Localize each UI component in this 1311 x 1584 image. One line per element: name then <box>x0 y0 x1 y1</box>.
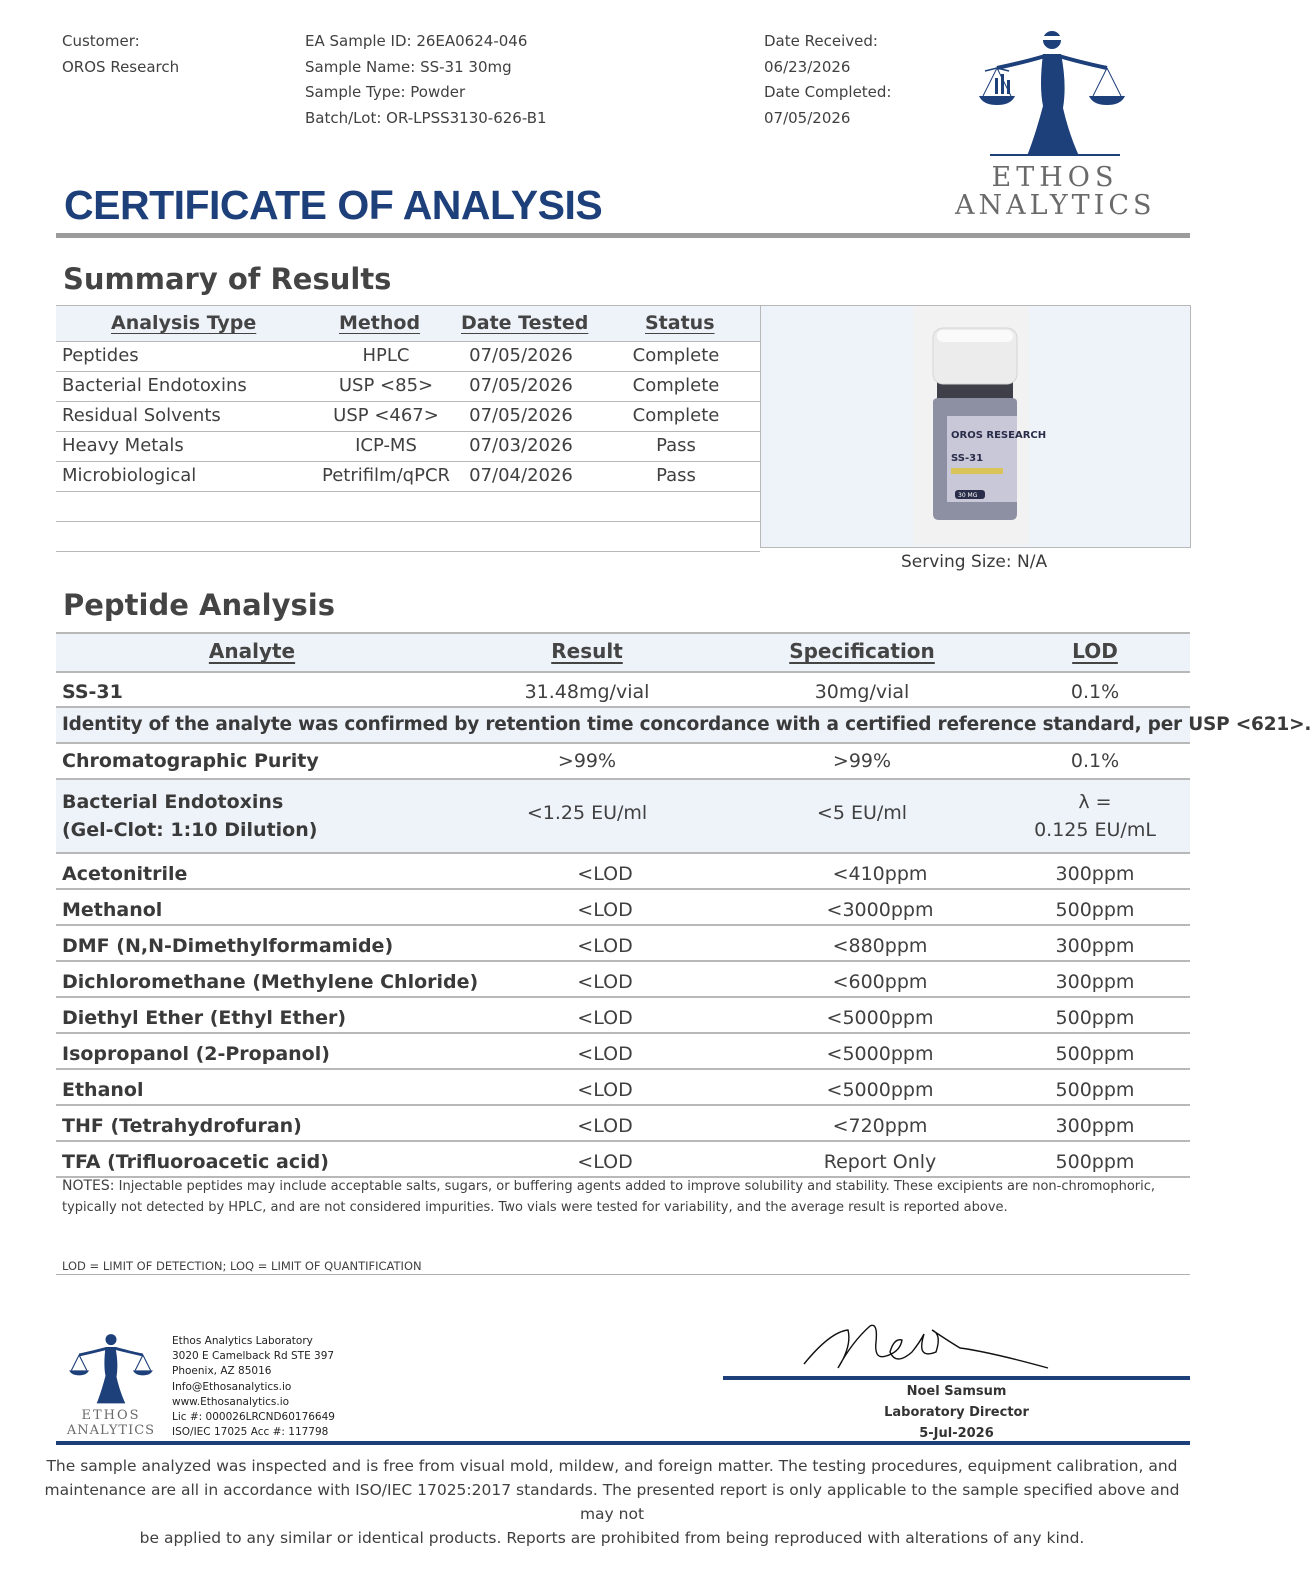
solvent-result: <LOD <box>577 1151 633 1173</box>
vial-brand-text: OROS RESEARCH <box>951 430 1047 441</box>
table-row <box>56 371 760 401</box>
product-image-panel <box>760 305 1191 548</box>
customer-name: OROS Research <box>62 57 180 76</box>
lab-address <box>172 1334 335 1440</box>
vial-dose-text: 30 MG <box>958 492 978 499</box>
method-cell: USP <85> <box>338 375 434 396</box>
notes-label: NOTES: <box>62 1178 115 1194</box>
signatory-role: Laboratory Director <box>884 1405 1029 1420</box>
lab-license: Lic #: 000026LRCND60176649 <box>172 1411 335 1424</box>
col-result: Result <box>551 639 623 663</box>
solvent-spec: <880ppm <box>832 935 928 957</box>
sample-id: EA Sample ID: 26EA0624-046 <box>305 32 528 50</box>
serving-size: Serving Size: N/A <box>901 552 1048 572</box>
sample-name: Sample Name: SS-31 30mg <box>305 57 512 76</box>
analyte-spec: 30mg/vial <box>814 681 910 703</box>
solvent-lod: 500ppm <box>1055 1007 1135 1029</box>
method-cell: ICP-MS <box>355 435 417 456</box>
endotoxin-name <box>62 788 317 844</box>
legend-divider <box>56 1274 1190 1275</box>
vial-photo <box>913 306 1047 545</box>
solvent-lod: 500ppm <box>1055 1043 1135 1065</box>
status-cell: Complete <box>632 405 720 426</box>
endotoxin-spec: <5 EU/ml <box>816 802 908 824</box>
solvent-name: DMF (N,N-Dimethylformamide) <box>62 935 394 957</box>
method-cell: USP <467> <box>333 405 439 426</box>
solvent-result: <LOD <box>577 935 633 957</box>
identity-note-row <box>56 706 1311 742</box>
summary-table <box>56 305 760 552</box>
endotoxin-lod-line2: 0.125 EU/mL <box>1034 819 1156 841</box>
lab-iso: ISO/IEC 17025 Acc #: 117798 <box>172 1426 329 1439</box>
col-analysis-type: Analysis Type <box>111 312 257 334</box>
solvent-name: Ethanol <box>62 1079 144 1101</box>
table-row-purity <box>56 742 1190 778</box>
col-specification: Specification <box>789 639 935 663</box>
footer-line-2: maintenance are all in accordance with ISO/IEC 17025:2017 standards. The presented report is only applicable to the sample specified above and may not <box>44 1481 1180 1523</box>
table-row <box>56 461 760 491</box>
status-cell: Pass <box>656 435 696 456</box>
solvent-result: <LOD <box>577 971 633 993</box>
date-tested-cell: 07/04/2026 <box>469 465 573 486</box>
table-row <box>56 1140 1190 1176</box>
lod-legend: LOD = LIMIT OF DETECTION; LOQ = LIMIT OF QUANTIFICATION <box>62 1259 422 1273</box>
solvent-result: <LOD <box>577 1007 633 1029</box>
date-tested-cell: 07/03/2026 <box>469 435 573 456</box>
signatory-name: Noel Samsum <box>906 1384 1007 1399</box>
table-row <box>56 401 760 431</box>
solvent-lod: 300ppm <box>1055 1115 1135 1137</box>
purity-name: Chromatographic Purity <box>62 750 319 772</box>
solvent-name: THF (Tetrahydrofuran) <box>62 1115 302 1137</box>
col-status: Status <box>645 312 715 334</box>
summary-empty-row <box>56 521 760 551</box>
analyte-lod: 0.1% <box>1070 681 1120 703</box>
lab-email[interactable]: Info@Ethosanalytics.io <box>172 1380 292 1393</box>
sample-block <box>305 29 547 131</box>
col-analyte: Analyte <box>208 639 296 663</box>
solvent-result: <LOD <box>577 863 633 885</box>
purity-lod: 0.1% <box>1070 750 1120 772</box>
solvent-spec: <3000ppm <box>826 899 934 921</box>
table-row <box>56 1104 1190 1140</box>
solvent-result: <LOD <box>577 1115 633 1137</box>
purity-spec: >99% <box>832 750 892 772</box>
notes-line1: Injectable peptides may include acceptable salts, sugars, or buffering agents added to improve solubility and stability. These excipients are non-chromophoric, <box>118 1179 1156 1194</box>
date-tested-cell: 07/05/2026 <box>469 345 573 366</box>
summary-empty-row <box>56 491 760 521</box>
endotoxin-lod-line1: λ = <box>1078 791 1112 813</box>
footer-disclaimer <box>40 1454 1184 1550</box>
identity-note: Identity of the analyte was confirmed by retention time concordance with a certified reference standard, per USP <621>. <box>62 714 1311 735</box>
lab-address-1: 3020 E Camelback Rd STE 397 <box>172 1350 335 1363</box>
endotoxin-result: <1.25 EU/ml <box>526 802 648 824</box>
endotoxin-name-line1: Bacterial Endotoxins <box>62 791 284 813</box>
solvent-result: <LOD <box>577 1079 633 1101</box>
signatory <box>723 1381 1190 1444</box>
table-row <box>56 852 1190 888</box>
table-row-endotoxin <box>56 778 1190 852</box>
solvent-name: Diethyl Ether (Ethyl Ether) <box>62 1007 347 1029</box>
date-received: 06/23/2026 <box>764 57 851 76</box>
analyte-name: SS-31 <box>62 681 123 703</box>
status-cell: Complete <box>632 375 720 396</box>
ethos-logo <box>955 26 1155 226</box>
col-lod: LOD <box>1072 639 1118 663</box>
date-tested-cell: 07/05/2026 <box>469 405 573 426</box>
dates-block <box>764 29 892 131</box>
peptide-header-row <box>56 632 1190 671</box>
method-cell: Petrifilm/qPCR <box>321 465 451 486</box>
solvent-name: Methanol <box>62 899 163 921</box>
analysis-type-cell: Bacterial Endotoxins <box>62 375 247 396</box>
solvent-lod: 300ppm <box>1055 863 1135 885</box>
solvent-spec: <5000ppm <box>826 1007 934 1029</box>
vial-product-text: SS-31 <box>951 453 984 464</box>
solvent-result: <LOD <box>577 899 633 921</box>
col-method: Method <box>339 312 421 334</box>
endotoxin-lod <box>1034 788 1156 844</box>
notes <box>62 1176 1155 1218</box>
customer-block <box>62 29 179 80</box>
col-date-tested: Date Tested <box>461 312 589 334</box>
solvent-spec: <600ppm <box>832 971 928 993</box>
signature <box>790 1312 1060 1378</box>
solvent-spec: <720ppm <box>832 1115 928 1137</box>
analysis-type-cell: Residual Solvents <box>62 405 221 426</box>
footer-logo <box>56 1330 166 1442</box>
date-completed: 07/05/2026 <box>764 108 851 127</box>
lab-address-2: Phoenix, AZ 85016 <box>172 1365 272 1378</box>
solvent-lod: 500ppm <box>1055 899 1135 921</box>
summary-heading: Summary of Results <box>63 262 392 296</box>
footer-logo-ethos: ETHOS <box>81 1408 141 1423</box>
analyte-result: 31.48mg/vial <box>524 681 650 703</box>
table-row <box>56 996 1190 1032</box>
peptide-heading: Peptide Analysis <box>63 588 335 622</box>
table-row <box>56 960 1190 996</box>
peptide-table <box>56 632 1311 1178</box>
notes-line2: typically not detected by HPLC, and are not considered impurities. Two vials were tested for variability, and the average result is reported above. <box>62 1200 1008 1215</box>
solvent-lod: 300ppm <box>1055 971 1135 993</box>
date-completed-label: Date Completed: <box>764 83 892 101</box>
analysis-type-cell: Peptides <box>62 345 139 366</box>
solvent-spec: <5000ppm <box>826 1043 934 1065</box>
batch-lot: Batch/Lot: OR-LPSS3130-626-B1 <box>305 108 547 127</box>
table-row <box>56 341 760 371</box>
status-cell: Pass <box>656 465 696 486</box>
solvent-spec: <5000ppm <box>826 1079 934 1101</box>
solvent-lod: 500ppm <box>1055 1151 1135 1173</box>
logo-text-analytics: ANALYTICS <box>955 190 1156 221</box>
solvent-lod: 500ppm <box>1055 1079 1135 1101</box>
solvent-name: Isopropanol (2-Propanol) <box>62 1043 330 1065</box>
table-row <box>56 924 1190 960</box>
signature-line <box>723 1376 1190 1380</box>
summary-header-row <box>56 305 760 341</box>
solvent-name: Dichloromethane (Methylene Chloride) <box>62 971 479 993</box>
date-received-label: Date Received: <box>764 32 878 50</box>
table-row <box>56 888 1190 924</box>
method-cell: HPLC <box>362 345 410 366</box>
solvent-name: TFA (Trifluoroacetic acid) <box>62 1151 329 1173</box>
scales-of-justice-icon-small <box>56 1330 166 1408</box>
footer-line-1: The sample analyzed was inspected and is free from visual mold, mildew, and foreign matter. The testing procedures, equipment calibration, and <box>46 1457 1178 1475</box>
table-row <box>56 431 760 461</box>
status-cell: Complete <box>632 345 720 366</box>
date-tested-cell: 07/05/2026 <box>469 375 573 396</box>
solvent-lod: 300ppm <box>1055 935 1135 957</box>
lab-website[interactable]: www.Ethosanalytics.io <box>172 1395 290 1408</box>
customer-label: Customer: <box>62 32 140 50</box>
scales-of-justice-icon <box>955 26 1155 161</box>
analysis-type-cell: Heavy Metals <box>62 435 184 456</box>
table-row <box>56 1068 1190 1104</box>
page-title: CERTIFICATE OF ANALYSIS <box>64 182 603 228</box>
solvent-spec: Report Only <box>823 1151 937 1173</box>
footer-logo-analytics: ANALYTICS <box>66 1423 156 1438</box>
solvent-name: Acetonitrile <box>62 863 188 885</box>
footer-line-3: be applied to any similar or identical products. Reports are prohibited from being reproduced with alterations of any kind. <box>139 1529 1085 1547</box>
title-divider <box>56 233 1190 238</box>
sample-type: Sample Type: Powder <box>305 83 466 101</box>
footer-divider <box>56 1441 1190 1445</box>
lab-name: Ethos Analytics Laboratory <box>172 1335 313 1347</box>
table-row-main-analyte <box>56 671 1190 706</box>
table-row <box>56 1032 1190 1068</box>
logo-text-ethos: ETHOS <box>991 162 1119 193</box>
analysis-type-cell: Microbiological <box>62 465 197 486</box>
solvent-spec: <410ppm <box>832 863 928 885</box>
solvent-result: <LOD <box>577 1043 633 1065</box>
endotoxin-name-line2: (Gel-Clot: 1:10 Dilution) <box>62 819 318 841</box>
signatory-date: 5-Jul-2026 <box>919 1426 994 1441</box>
purity-result: >99% <box>557 750 617 772</box>
